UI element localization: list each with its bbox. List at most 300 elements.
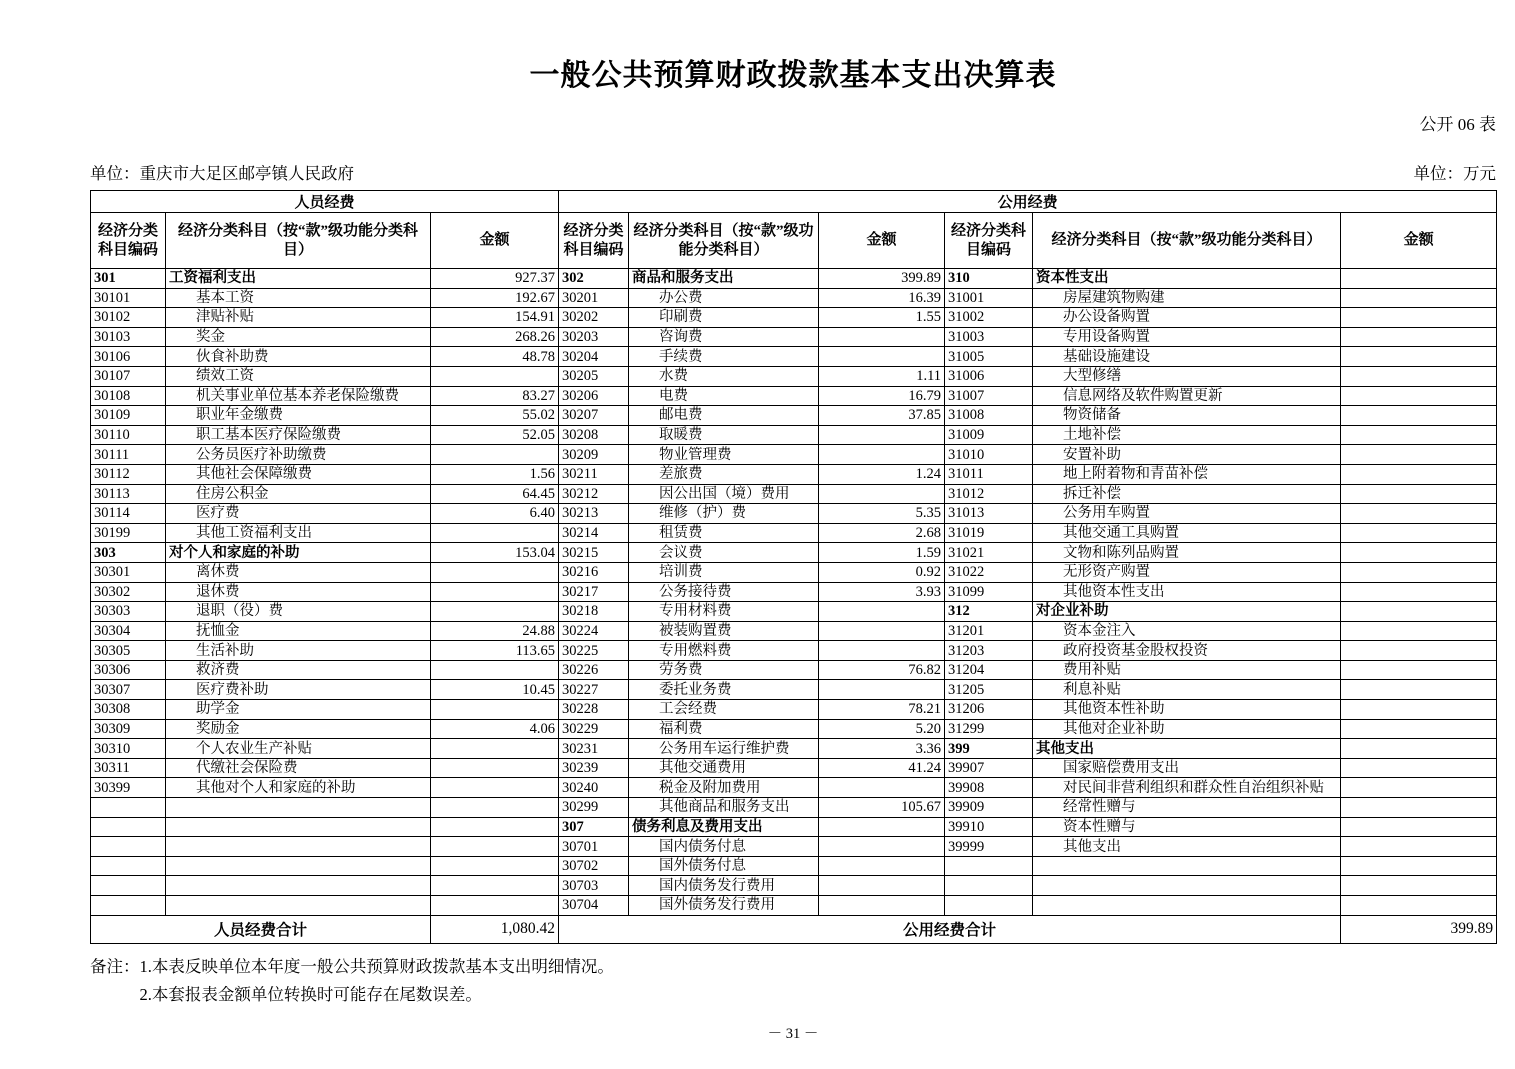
cell-amount	[1341, 856, 1497, 876]
column-header-cell: 经济分类科目（按“款”级功能分类科目）	[629, 213, 819, 269]
cell-code: 30309	[91, 719, 166, 739]
cell-subject: 奖励金	[166, 719, 431, 739]
table-row	[91, 837, 1497, 857]
cell-subject: 工资福利支出	[166, 269, 431, 289]
cell-amount	[1341, 641, 1497, 661]
cell-amount	[819, 896, 945, 916]
cell-amount	[1341, 562, 1497, 582]
table-row	[91, 269, 1497, 289]
column-header-cell: 经济分类科目编码	[945, 213, 1033, 269]
cell-amount	[431, 778, 559, 798]
personnel-total-value: 1,080.42	[431, 915, 559, 943]
table-row	[91, 621, 1497, 641]
cell-subject: 资本金注入	[1033, 621, 1341, 641]
group-header-cell: 公用经费	[559, 191, 1497, 213]
cell-code: 31203	[945, 641, 1033, 661]
cell-amount	[1341, 621, 1497, 641]
cell-subject: 劳务费	[629, 660, 819, 680]
cell-subject: 专用设备购置	[1033, 327, 1341, 347]
cell-amount	[1341, 327, 1497, 347]
page-title: 一般公共预算财政拨款基本支出决算表	[529, 59, 1057, 92]
table-row	[91, 562, 1497, 582]
cell-subject: 邮电费	[629, 406, 819, 426]
table-row	[91, 445, 1497, 465]
cell-subject: 政府投资基金股权投资	[1033, 641, 1341, 661]
cell-amount: 52.05	[431, 425, 559, 445]
table-row	[91, 425, 1497, 445]
budget-table	[90, 190, 1497, 944]
table-row	[91, 798, 1497, 818]
cell-subject: 其他商品和服务支出	[629, 798, 819, 818]
cell-code	[91, 896, 166, 916]
cell-code: 31013	[945, 504, 1033, 524]
cell-amount	[819, 621, 945, 641]
cell-subject: 房屋建筑物购建	[1033, 288, 1341, 308]
cell-code: 31002	[945, 308, 1033, 328]
cell-code: 307	[559, 817, 629, 837]
cell-amount: 1.56	[431, 464, 559, 484]
column-header-cell: 经济分类科目（按“款”级功能分类科目）	[166, 213, 431, 269]
cell-code	[945, 896, 1033, 916]
cell-amount	[1341, 719, 1497, 739]
cell-amount	[431, 445, 559, 465]
cell-code: 30225	[559, 641, 629, 661]
cell-amount	[1341, 347, 1497, 367]
cell-amount: 3.36	[819, 739, 945, 759]
cell-amount: 1.11	[819, 366, 945, 386]
table-row	[91, 504, 1497, 524]
cell-code: 31201	[945, 621, 1033, 641]
cell-subject: 因公出国（境）费用	[629, 484, 819, 504]
cell-code: 31012	[945, 484, 1033, 504]
cell-subject: 其他支出	[1033, 739, 1341, 759]
cell-subject: 水费	[629, 366, 819, 386]
notes-items	[140, 953, 614, 1009]
notes-label: 备注：	[90, 956, 140, 976]
cell-code: 30202	[559, 308, 629, 328]
cell-amount: 41.24	[819, 758, 945, 778]
cell-subject: 会议费	[629, 543, 819, 563]
cell-subject: 职业年金缴费	[166, 406, 431, 426]
cell-amount	[1341, 660, 1497, 680]
unit-label: 单位：万元	[1413, 164, 1496, 183]
cell-subject: 福利费	[629, 719, 819, 739]
cell-subject: 租赁费	[629, 523, 819, 543]
cell-code: 30703	[559, 876, 629, 896]
cell-amount	[1341, 406, 1497, 426]
cell-subject: 无形资产购置	[1033, 562, 1341, 582]
table-row	[91, 641, 1497, 661]
cell-subject: 住房公积金	[166, 484, 431, 504]
table-row	[91, 582, 1497, 602]
cell-amount: 153.04	[431, 543, 559, 563]
cell-code	[91, 817, 166, 837]
cell-subject: 被装购置费	[629, 621, 819, 641]
notes	[90, 953, 1496, 1009]
cell-subject: 救济费	[166, 660, 431, 680]
cell-subject: 资本性赠与	[1033, 817, 1341, 837]
unit-name: 单位：重庆市大足区邮亭镇人民政府	[90, 164, 354, 183]
cell-subject: 公务用车购置	[1033, 504, 1341, 524]
cell-code: 30201	[559, 288, 629, 308]
totals-row	[91, 915, 1497, 943]
cell-code: 30304	[91, 621, 166, 641]
cell-code: 31007	[945, 386, 1033, 406]
table-row	[91, 758, 1497, 778]
cell-subject: 其他对个人和家庭的补助	[166, 778, 431, 798]
cell-code: 30213	[559, 504, 629, 524]
cell-amount	[1341, 739, 1497, 759]
table-row	[91, 896, 1497, 916]
cell-code: 30107	[91, 366, 166, 386]
cell-amount	[431, 758, 559, 778]
cell-amount	[819, 602, 945, 622]
cell-amount: 5.20	[819, 719, 945, 739]
column-header-cell: 经济分类科目编码	[91, 213, 166, 269]
cell-code: 30218	[559, 602, 629, 622]
cell-amount: 2.68	[819, 523, 945, 543]
cell-subject: 基本工资	[166, 288, 431, 308]
cell-amount	[1341, 504, 1497, 524]
cell-subject: 手续费	[629, 347, 819, 367]
cell-code: 31206	[945, 700, 1033, 720]
cell-code: 30310	[91, 739, 166, 759]
cell-subject: 退职（役）费	[166, 602, 431, 622]
cell-amount	[1341, 464, 1497, 484]
cell-code: 30308	[91, 700, 166, 720]
note-item: 2.本套报表金额单位转换时可能存在尾数误差。	[139, 984, 482, 1004]
cell-subject: 助学金	[166, 700, 431, 720]
cell-subject: 对个人和家庭的补助	[166, 543, 431, 563]
cell-subject: 退休费	[166, 582, 431, 602]
cell-code	[945, 876, 1033, 896]
table-row	[91, 778, 1497, 798]
cell-amount: 6.40	[431, 504, 559, 524]
cell-subject: 费用补贴	[1033, 660, 1341, 680]
cell-amount	[819, 425, 945, 445]
cell-subject: 信息网络及软件购置更新	[1033, 386, 1341, 406]
cell-amount	[431, 798, 559, 818]
cell-amount	[431, 582, 559, 602]
column-header-cell: 金额	[431, 213, 559, 269]
cell-code: 39910	[945, 817, 1033, 837]
cell-subject: 债务利息及费用支出	[629, 817, 819, 837]
cell-amount	[431, 896, 559, 916]
cell-amount	[1341, 445, 1497, 465]
cell-code: 30103	[91, 327, 166, 347]
cell-amount	[431, 660, 559, 680]
cell-amount: 37.85	[819, 406, 945, 426]
cell-subject: 专用材料费	[629, 602, 819, 622]
cell-subject: 办公设备购置	[1033, 308, 1341, 328]
cell-code: 30206	[559, 386, 629, 406]
cell-subject: 对企业补助	[1033, 602, 1341, 622]
cell-code: 31205	[945, 680, 1033, 700]
cell-code: 30229	[559, 719, 629, 739]
cell-code: 31204	[945, 660, 1033, 680]
personnel-total-label: 人员经费合计	[91, 915, 431, 943]
table-row	[91, 366, 1497, 386]
cell-amount	[431, 602, 559, 622]
column-header-cell: 金额	[1341, 213, 1497, 269]
cell-amount	[1341, 288, 1497, 308]
column-header-cell: 经济分类科目（按“款”级功能分类科目）	[1033, 213, 1341, 269]
table-row	[91, 386, 1497, 406]
cell-code: 30114	[91, 504, 166, 524]
cell-subject: 奖金	[166, 327, 431, 347]
cell-amount	[431, 837, 559, 857]
cell-code: 30226	[559, 660, 629, 680]
cell-subject: 医疗费补助	[166, 680, 431, 700]
cell-amount	[1341, 425, 1497, 445]
cell-amount: 24.88	[431, 621, 559, 641]
table-row	[91, 288, 1497, 308]
cell-subject: 津贴补贴	[166, 308, 431, 328]
cell-subject: 物业管理费	[629, 445, 819, 465]
cell-subject: 经常性赠与	[1033, 798, 1341, 818]
cell-subject	[166, 856, 431, 876]
cell-code: 31009	[945, 425, 1033, 445]
cell-code: 31021	[945, 543, 1033, 563]
cell-subject: 物资储备	[1033, 406, 1341, 426]
cell-amount: 55.02	[431, 406, 559, 426]
cell-amount	[1341, 386, 1497, 406]
cell-code: 31011	[945, 464, 1033, 484]
cell-amount: 64.45	[431, 484, 559, 504]
cell-subject	[166, 798, 431, 818]
cell-subject: 其他对企业补助	[1033, 719, 1341, 739]
table-column-header-row	[91, 213, 1497, 269]
cell-amount	[1341, 308, 1497, 328]
table-row	[91, 602, 1497, 622]
cell-subject: 生活补助	[166, 641, 431, 661]
group-header-cell: 人员经费	[91, 191, 559, 213]
cell-subject: 离休费	[166, 562, 431, 582]
table-row	[91, 817, 1497, 837]
cell-amount	[431, 523, 559, 543]
cell-amount	[1341, 896, 1497, 916]
cell-subject: 维修（护）费	[629, 504, 819, 524]
cell-amount: 76.82	[819, 660, 945, 680]
cell-amount	[1341, 366, 1497, 386]
cell-subject: 伙食补助费	[166, 347, 431, 367]
cell-code: 302	[559, 269, 629, 289]
cell-amount: 16.79	[819, 386, 945, 406]
table-row	[91, 347, 1497, 367]
cell-amount	[431, 366, 559, 386]
public-total-label: 公用经费合计	[559, 915, 1341, 943]
cell-amount	[819, 484, 945, 504]
cell-code: 31006	[945, 366, 1033, 386]
table-row	[91, 856, 1497, 876]
cell-subject: 其他交通工具购置	[1033, 523, 1341, 543]
cell-amount: 399.89	[819, 269, 945, 289]
cell-code: 30207	[559, 406, 629, 426]
cell-code: 30231	[559, 739, 629, 759]
cell-subject: 抚恤金	[166, 621, 431, 641]
cell-code: 31001	[945, 288, 1033, 308]
cell-code: 30214	[559, 523, 629, 543]
note-item: 1.本表反映单位本年度一般公共预算财政拨款基本支出明细情况。	[139, 956, 614, 976]
cell-code: 30307	[91, 680, 166, 700]
cell-code: 30203	[559, 327, 629, 347]
cell-code: 30240	[559, 778, 629, 798]
cell-subject: 办公费	[629, 288, 819, 308]
cell-amount: 1.24	[819, 464, 945, 484]
cell-subject: 文物和陈列品购置	[1033, 543, 1341, 563]
cell-code: 30212	[559, 484, 629, 504]
cell-code: 30204	[559, 347, 629, 367]
cell-subject	[166, 817, 431, 837]
cell-amount	[819, 856, 945, 876]
cell-amount: 10.45	[431, 680, 559, 700]
cell-amount	[431, 739, 559, 759]
cell-amount	[1341, 680, 1497, 700]
cell-code: 30702	[559, 856, 629, 876]
cell-amount: 3.93	[819, 582, 945, 602]
cell-subject: 委托业务费	[629, 680, 819, 700]
cell-subject: 印刷费	[629, 308, 819, 328]
cell-amount	[431, 562, 559, 582]
cell-subject: 公务用车运行维护费	[629, 739, 819, 759]
cell-amount: 0.92	[819, 562, 945, 582]
table-row	[91, 660, 1497, 680]
cell-code: 30108	[91, 386, 166, 406]
cell-code: 30701	[559, 837, 629, 857]
cell-amount: 1.59	[819, 543, 945, 563]
cell-amount	[1341, 758, 1497, 778]
cell-amount	[819, 327, 945, 347]
cell-amount	[1341, 837, 1497, 857]
table-row	[91, 719, 1497, 739]
cell-subject: 对民间非营利组织和群众性自治组织补贴	[1033, 778, 1341, 798]
table-group-header-row	[91, 191, 1497, 213]
cell-code: 30227	[559, 680, 629, 700]
cell-subject: 资本性支出	[1033, 269, 1341, 289]
cell-subject: 其他社会保障缴费	[166, 464, 431, 484]
cell-subject: 电费	[629, 386, 819, 406]
cell-amount: 927.37	[431, 269, 559, 289]
column-header-cell: 金额	[819, 213, 945, 269]
table-row	[91, 700, 1497, 720]
cell-subject: 地上附着物和青苗补偿	[1033, 464, 1341, 484]
table-row	[91, 680, 1497, 700]
cell-code: 30224	[559, 621, 629, 641]
cell-code: 303	[91, 543, 166, 563]
cell-code	[945, 856, 1033, 876]
cell-amount	[431, 876, 559, 896]
cell-subject: 国内债务发行费用	[629, 876, 819, 896]
cell-code: 30205	[559, 366, 629, 386]
cell-subject	[1033, 876, 1341, 896]
cell-subject: 其他交通费用	[629, 758, 819, 778]
cell-subject: 税金及附加费用	[629, 778, 819, 798]
table-row	[91, 484, 1497, 504]
cell-subject: 国外债务发行费用	[629, 896, 819, 916]
cell-amount: 113.65	[431, 641, 559, 661]
cell-code: 301	[91, 269, 166, 289]
cell-subject: 差旅费	[629, 464, 819, 484]
cell-subject: 其他支出	[1033, 837, 1341, 857]
cell-code: 30109	[91, 406, 166, 426]
cell-code: 30299	[559, 798, 629, 818]
cell-subject: 其他资本性支出	[1033, 582, 1341, 602]
cell-code: 30301	[91, 562, 166, 582]
cell-subject: 机关事业单位基本养老保险缴费	[166, 386, 431, 406]
cell-amount	[1341, 523, 1497, 543]
cell-code: 312	[945, 602, 1033, 622]
table-row	[91, 543, 1497, 563]
cell-code: 30217	[559, 582, 629, 602]
cell-amount	[819, 876, 945, 896]
cell-amount: 78.21	[819, 700, 945, 720]
cell-amount	[431, 817, 559, 837]
table-row	[91, 523, 1497, 543]
table-row	[91, 876, 1497, 896]
cell-subject: 拆迁补偿	[1033, 484, 1341, 504]
cell-subject	[166, 837, 431, 857]
cell-amount	[1341, 778, 1497, 798]
cell-code: 30228	[559, 700, 629, 720]
cell-amount	[1341, 582, 1497, 602]
cell-subject: 国外债务付息	[629, 856, 819, 876]
cell-amount	[431, 856, 559, 876]
cell-subject	[1033, 896, 1341, 916]
cell-amount	[1341, 269, 1497, 289]
cell-code: 30303	[91, 602, 166, 622]
cell-subject: 商品和服务支出	[629, 269, 819, 289]
cell-code: 31005	[945, 347, 1033, 367]
cell-subject: 其他资本性补助	[1033, 700, 1341, 720]
cell-amount	[819, 817, 945, 837]
page-number: － 31 －	[767, 1026, 819, 1042]
cell-code: 30101	[91, 288, 166, 308]
cell-subject: 绩效工资	[166, 366, 431, 386]
cell-subject	[166, 876, 431, 896]
cell-code: 30209	[559, 445, 629, 465]
cell-amount	[1341, 700, 1497, 720]
cell-subject: 取暖费	[629, 425, 819, 445]
cell-amount	[1341, 484, 1497, 504]
cell-code	[91, 856, 166, 876]
cell-amount	[819, 641, 945, 661]
cell-code: 39999	[945, 837, 1033, 857]
cell-subject: 安置补助	[1033, 445, 1341, 465]
cell-amount	[819, 680, 945, 700]
cell-code: 30704	[559, 896, 629, 916]
cell-code: 30211	[559, 464, 629, 484]
cell-amount	[819, 445, 945, 465]
cell-subject: 其他工资福利支出	[166, 523, 431, 543]
cell-code: 31010	[945, 445, 1033, 465]
cell-subject: 咨询费	[629, 327, 819, 347]
cell-code: 39908	[945, 778, 1033, 798]
cell-subject: 培训费	[629, 562, 819, 582]
cell-amount: 154.91	[431, 308, 559, 328]
cell-code: 30305	[91, 641, 166, 661]
column-header-cell: 经济分类科目编码	[559, 213, 629, 269]
cell-code	[91, 876, 166, 896]
cell-code: 30215	[559, 543, 629, 563]
cell-code: 30110	[91, 425, 166, 445]
cell-amount: 83.27	[431, 386, 559, 406]
cell-code: 399	[945, 739, 1033, 759]
cell-amount	[1341, 817, 1497, 837]
cell-amount: 192.67	[431, 288, 559, 308]
cell-code: 30112	[91, 464, 166, 484]
cell-code: 30111	[91, 445, 166, 465]
cell-subject: 公务员医疗补助缴费	[166, 445, 431, 465]
